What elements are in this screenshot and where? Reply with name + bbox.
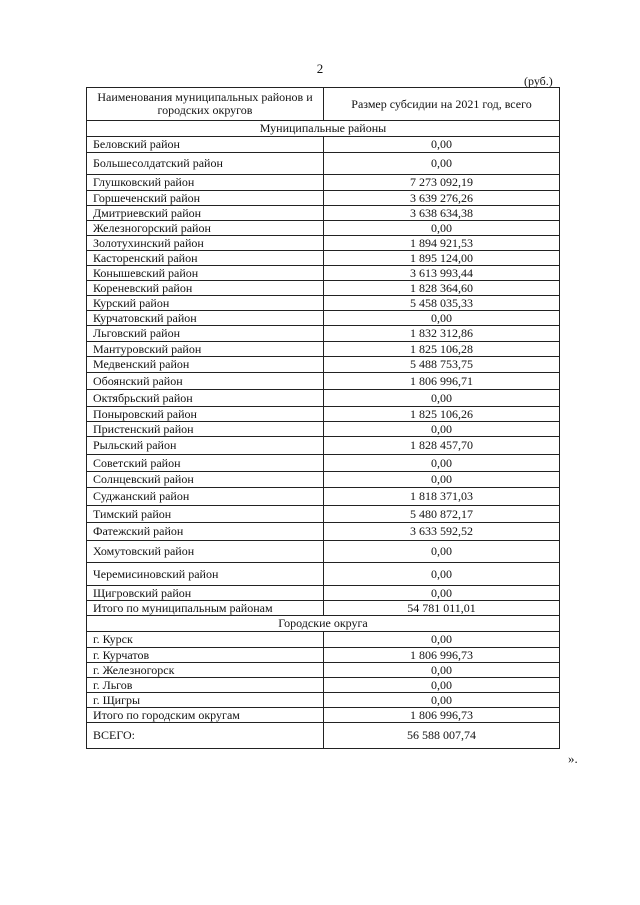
row-amount: 0,00 (324, 693, 560, 708)
row-amount: 5 488 753,75 (324, 357, 560, 373)
table-row (87, 281, 560, 296)
row-amount: 1 832 312,86 (324, 326, 560, 342)
row-amount: 0,00 (324, 563, 560, 586)
row-name: г. Железногорск (87, 663, 324, 678)
row-name: Большесолдатский район (87, 153, 324, 175)
row-amount: 0,00 (324, 586, 560, 601)
table-row (87, 206, 560, 221)
row-amount: 1 806 996,73 (324, 648, 560, 663)
column-header-name: Наименования муниципальных районов и городских округов (87, 88, 324, 121)
row-name: г. Курчатов (87, 648, 324, 663)
row-amount: 0,00 (324, 153, 560, 175)
row-amount: 1 825 106,28 (324, 342, 560, 357)
row-name: ВСЕГО: (87, 723, 324, 749)
row-name: г. Щигры (87, 693, 324, 708)
table-row (87, 175, 560, 191)
table-row (87, 663, 560, 678)
row-name: Суджанский район (87, 488, 324, 506)
table-row (87, 422, 560, 437)
table-row (87, 437, 560, 455)
table-row (87, 523, 560, 541)
row-name: г. Курск (87, 632, 324, 648)
row-amount: 0,00 (324, 632, 560, 648)
row-amount: 1 895 124,00 (324, 251, 560, 266)
column-header-amount: Размер субсидии на 2021 год, всего (324, 88, 560, 121)
row-amount: 3 633 592,52 (324, 523, 560, 541)
table-row (87, 191, 560, 206)
page-number: 2 (316, 61, 324, 76)
row-name: Касторенский район (87, 251, 324, 266)
row-amount: 0,00 (324, 455, 560, 472)
row-name: Рыльский район (87, 437, 324, 455)
row-name: Дмитриевский район (87, 206, 324, 221)
row-name: Медвенский район (87, 357, 324, 373)
table-row (87, 563, 560, 586)
row-name: г. Льгов (87, 678, 324, 693)
row-name: Горшеченский район (87, 191, 324, 206)
grand-total-row (87, 723, 560, 749)
table-row (87, 311, 560, 326)
row-amount: 0,00 (324, 541, 560, 563)
table-row (87, 506, 560, 523)
row-name: Кореневский район (87, 281, 324, 296)
row-name: Железногорский район (87, 221, 324, 236)
section-title: Муниципальные районы (87, 121, 560, 137)
row-amount: 1 818 371,03 (324, 488, 560, 506)
row-amount: 0,00 (324, 678, 560, 693)
table-row (87, 693, 560, 708)
row-amount: 1 828 457,70 (324, 437, 560, 455)
row-amount: 3 613 993,44 (324, 266, 560, 281)
row-amount: 3 638 634,38 (324, 206, 560, 221)
section-row-municipal (87, 121, 560, 137)
row-amount: 1 806 996,73 (324, 708, 560, 723)
row-amount: 0,00 (324, 311, 560, 326)
row-amount: 0,00 (324, 137, 560, 153)
table-row (87, 266, 560, 281)
closing-quote: ». (568, 751, 578, 766)
table-row (87, 236, 560, 251)
table-row (87, 455, 560, 472)
row-amount: 54 781 011,01 (324, 601, 560, 616)
row-name: Обоянский район (87, 373, 324, 390)
row-name: Октябрьский район (87, 390, 324, 407)
currency-unit: (руб.) (524, 74, 553, 88)
row-name: Щигровский район (87, 586, 324, 601)
row-amount: 5 480 872,17 (324, 506, 560, 523)
table-row (87, 251, 560, 266)
table-row (87, 541, 560, 563)
table-row (87, 153, 560, 175)
table-row (87, 326, 560, 342)
table-row (87, 678, 560, 693)
row-name: Беловский район (87, 137, 324, 153)
row-amount: 0,00 (324, 663, 560, 678)
table-row (87, 221, 560, 236)
table-row (87, 373, 560, 390)
row-name: Глушковский район (87, 175, 324, 191)
row-name: Мантуровский район (87, 342, 324, 357)
row-amount: 1 828 364,60 (324, 281, 560, 296)
table-row (87, 342, 560, 357)
row-name: Конышевский район (87, 266, 324, 281)
row-amount: 0,00 (324, 221, 560, 236)
table-row (87, 137, 560, 153)
table-row (87, 648, 560, 663)
row-amount: 0,00 (324, 422, 560, 437)
section-title: Городские округа (87, 616, 560, 632)
row-name: Курский район (87, 296, 324, 311)
table-row (87, 390, 560, 407)
row-amount: 56 588 007,74 (324, 723, 560, 749)
row-name: Курчатовский район (87, 311, 324, 326)
table-row (87, 407, 560, 422)
table-body (87, 121, 560, 749)
row-name: Пристенский район (87, 422, 324, 437)
table-row (87, 357, 560, 373)
row-name: Тимский район (87, 506, 324, 523)
table-row (87, 472, 560, 488)
city-total-row (87, 708, 560, 723)
row-amount: 1 825 106,26 (324, 407, 560, 422)
row-name: Фатежский район (87, 523, 324, 541)
section-row-cities (87, 616, 560, 632)
row-name: Черемисиновский район (87, 563, 324, 586)
table-row (87, 632, 560, 648)
row-name: Итого по городским округам (87, 708, 324, 723)
row-amount: 3 639 276,26 (324, 191, 560, 206)
subsidy-table (86, 87, 560, 749)
row-name: Золотухинский район (87, 236, 324, 251)
row-amount: 0,00 (324, 472, 560, 488)
row-amount: 7 273 092,19 (324, 175, 560, 191)
row-name: Хомутовский район (87, 541, 324, 563)
row-name: Итого по муниципальным районам (87, 601, 324, 616)
row-amount: 5 458 035,33 (324, 296, 560, 311)
row-amount: 1 894 921,53 (324, 236, 560, 251)
row-amount: 1 806 996,71 (324, 373, 560, 390)
table-row (87, 586, 560, 601)
row-name: Солнцевский район (87, 472, 324, 488)
row-name: Поныровский район (87, 407, 324, 422)
municipal-total-row (87, 601, 560, 616)
row-name: Советский район (87, 455, 324, 472)
row-name: Льговский район (87, 326, 324, 342)
table-row (87, 488, 560, 506)
table-row (87, 296, 560, 311)
row-amount: 0,00 (324, 390, 560, 407)
